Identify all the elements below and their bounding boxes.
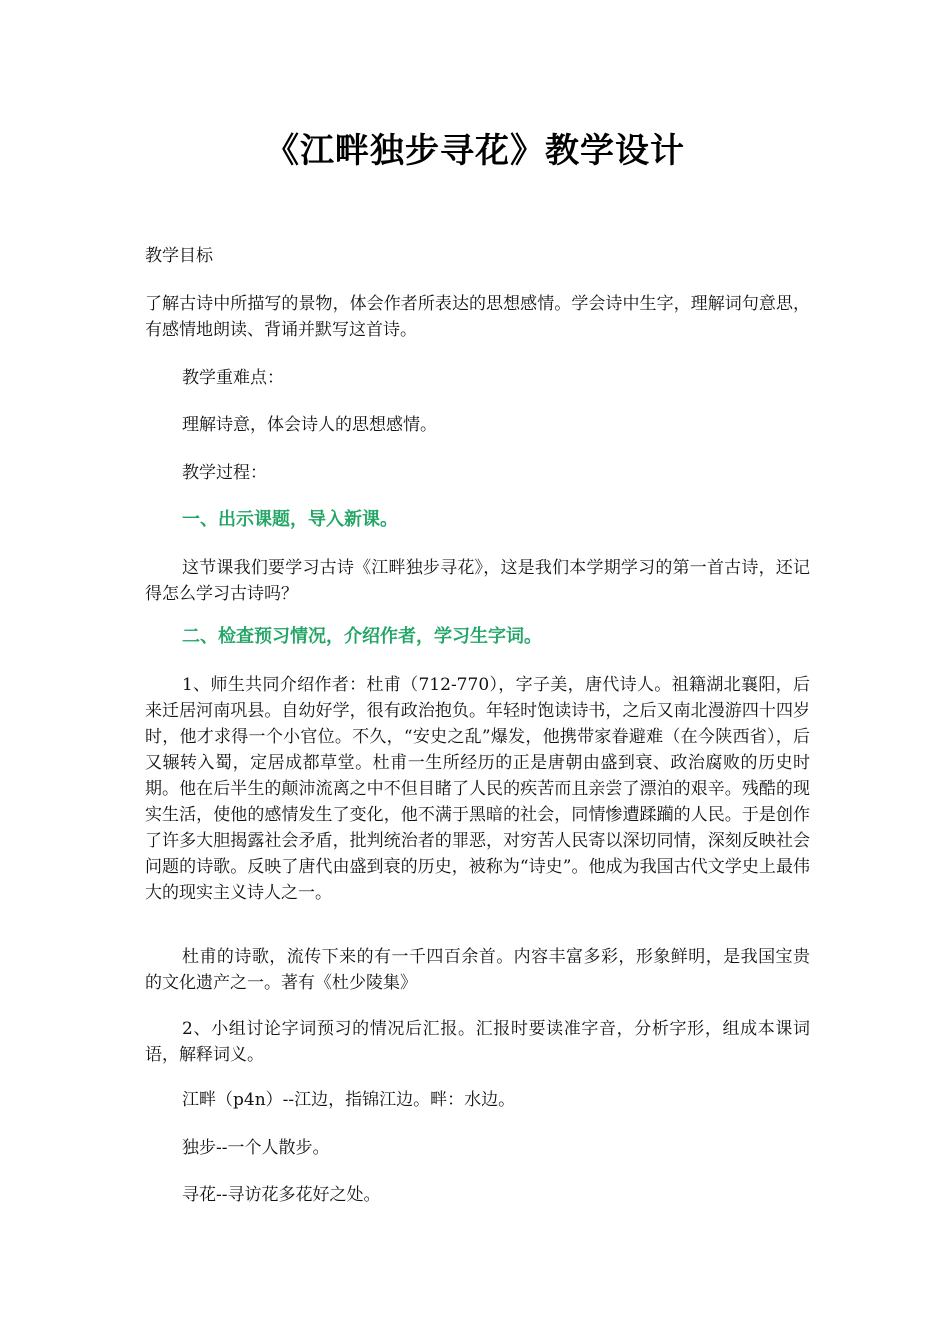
section2-group-discussion: 2、小组讨论字词预习的情况后汇报。汇报时要读准字音，分析字形，组成本课词语，解释词义。 <box>145 1019 810 1065</box>
key-points-label: 教学重难点： <box>182 368 284 388</box>
key-points-text: 理解诗意，体会诗人的思想感情。 <box>182 415 437 435</box>
section2-works: 杜甫的诗歌，流传下来的有一千四百余首。内容丰富多彩，形象鲜明，是我国宝贵的文化遗产之一。著有《杜少陵集》 <box>145 947 810 993</box>
vocab-item: 寻花--寻访花多花好之处。 <box>182 1185 381 1205</box>
vocab-item: 独步--一个人散步。 <box>182 1138 330 1158</box>
process-label: 教学过程： <box>182 463 267 483</box>
page-title: 《江畔独步寻花》教学设计 <box>265 131 685 171</box>
objective-label: 教学目标 <box>145 246 213 266</box>
section2-heading: 二、检查预习情况，介绍作者，学习生字词。 <box>182 626 542 647</box>
section1-heading: 一、出示课题，导入新课。 <box>182 509 398 530</box>
section2-author-intro: 1、师生共同介绍作者：杜甫（712-770），字子美，唐代诗人。祖籍湖北襄阳，后来迁居河南巩县。自幼好学，很有政治抱负。年轻时饱读诗书，之后又南北漫游四十四岁时，他才求得一个小官位。不久，“安史之乱”爆发，他携带家眷避难（在今陕西省），后又辗转入蜀，定居成都草堂。杜甫一生所经历的正是唐朝由盛到衰、政治腐败的历史时期。他在后半生的颠沛流离之中不但目睹了人民的疾苦而且亲尝了漂泊的艰辛。残酷的现实生活，使他的感情发生了变化，他不满于黑暗的社会，同情惨遭蹂躏的人民。于是创作了许多大胆揭露社会矛盾，批判统治者的罪恶，对穷苦人民寄以深切同情，深刻反映社会问题的诗歌。反映了唐代由盛到衰的历史，被称为“诗史”。他成为我国古代文学史上最伟大的现实主义诗人之一。 <box>145 675 810 903</box>
objective-text: 了解古诗中所描写的景物，体会作者所表达的思想感情。学会诗中生字，理解词句意思，有感情地朗读、背诵并默写这首诗。 <box>145 294 810 340</box>
vocab-item: 江畔（p4n）--江边，指锦江边。畔：水边。 <box>182 1090 516 1110</box>
section1-text: 这节课我们要学习古诗《江畔独步寻花》，这是我们本学期学习的第一首古诗，还记得怎么学习古诗吗？ <box>145 558 810 604</box>
